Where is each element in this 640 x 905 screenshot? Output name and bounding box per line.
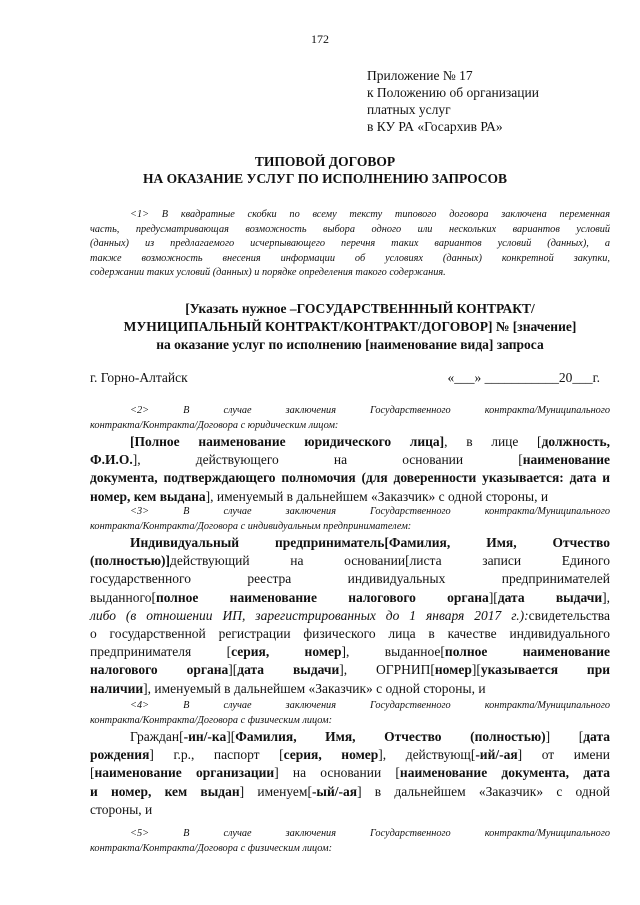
appendix-line: платных услуг <box>367 102 451 117</box>
para-line <box>90 589 610 607</box>
text-run: свидетельства <box>528 607 610 623</box>
text-run: дата выдачи <box>497 589 603 605</box>
text-run: Индивидуальный предприниматель[Фамилия, Имя, Отчество <box>130 535 610 550</box>
para-line <box>90 783 610 801</box>
note-line: контракта/Контракта/Договора с физическим лицом: <box>90 842 333 854</box>
text-run: ] в дальнейшем «Заказчик» с одной <box>357 783 610 799</box>
text-run: номер <box>434 662 472 678</box>
text-run: ][ <box>471 662 481 678</box>
text-run: о государственной регистрации физического лица в качестве индивидуального <box>90 625 610 641</box>
text-run: дата выдачи <box>237 662 340 678</box>
text-run: полное наименование <box>444 644 610 660</box>
text-run: -ый/-ая <box>311 783 358 799</box>
text-run: ] на основании [ <box>274 765 400 781</box>
para-line <box>90 746 610 764</box>
appendix-line: к Положению об организации <box>367 85 539 100</box>
note-line: контракта/Контракта/Договора с индивидуальным предпринимателем: <box>90 520 412 532</box>
note-line: контракта/Контракта/Договора с физическим лицом: <box>90 714 333 726</box>
para-line <box>90 570 610 588</box>
text-run: [Полное наименование юридического лица] <box>130 434 445 449</box>
note-line: <4> В случае заключения Государственного контракта/Муниципального <box>130 700 610 711</box>
para-line <box>90 433 610 451</box>
appendix-line: Приложение № 17 <box>367 68 473 83</box>
para-line <box>90 488 610 506</box>
text-run: Ф.И.О. <box>90 452 133 468</box>
text-run: ][ <box>228 662 238 678</box>
title-line: НА ОКАЗАНИЕ УСЛУГ ПО ИСПОЛНЕНИЮ ЗАПРОСОВ <box>142 171 508 186</box>
text-run: серия, номер <box>231 644 342 660</box>
text-run: наименование <box>522 452 610 468</box>
text-run: действующий на основании[листа записи Единого <box>170 553 610 569</box>
document-title <box>120 153 530 187</box>
para-line <box>90 680 610 698</box>
paragraph-individual <box>90 728 610 819</box>
text-run: подтверждающего полномочия (для доверенности указывается: дата и <box>163 470 611 486</box>
date-template: «___» ___________20___г. <box>447 370 600 385</box>
text-run: ], <box>602 589 610 605</box>
footnote-2 <box>90 404 610 433</box>
title-line: ТИПОВОЙ ДОГОВОР <box>254 154 396 169</box>
text-run: должность, <box>541 434 610 449</box>
appendix-block <box>367 67 539 135</box>
appendix-line: в КУ РА «Госархив РА» <box>367 119 503 134</box>
text-run: ], именуемый в дальнейшем «Заказчик» с одной стороны, и <box>143 680 486 696</box>
note-line: также возможность внесения информации об условиях (данных) конкретной закупки, <box>90 252 610 264</box>
text-run: либо (в отношении ИП, зарегистрированных до 1 января 2017 г.): <box>90 607 529 623</box>
text-run: [ <box>90 765 95 781</box>
text-run: (полностью)] <box>90 553 171 569</box>
contract-heading-line: [Указать нужное –ГОСУДАРСТВЕНННЫЙ КОНТРАКТ/ <box>185 301 535 316</box>
text-run: ] г.р., паспорт [ <box>149 747 284 763</box>
footnote-5 <box>90 827 610 856</box>
text-run: ], именуемый в дальнейшем «Заказчик» с одной стороны, и <box>205 488 549 504</box>
para-line <box>90 552 610 570</box>
text-run: дата <box>583 729 610 744</box>
note-line: контракта/Контракта/Договора с юридическим лицом: <box>90 419 339 431</box>
text-run: государственного реестра индивидуальных предпринимателей <box>90 571 610 587</box>
text-run: стороны, и <box>90 801 153 817</box>
contract-heading-line: МУНИЦИПАЛЬНЫЙ КОНТРАКТ/КОНТРАКТ/ДОГОВОР] № [значение] <box>123 319 577 334</box>
note-line: (данных) из предлагаемого исчерпывающего перечня таких вариантов условий (данных), а <box>90 238 610 249</box>
footnote-1 <box>90 208 610 281</box>
para-line <box>90 764 610 782</box>
text-run: серия, номер <box>283 747 379 763</box>
note-line: <3> В случае заключения Государственного контракта/Муниципального <box>130 506 610 517</box>
text-run: , в лице [ <box>444 434 542 449</box>
text-run: и номер, кем выдан <box>90 783 240 799</box>
note-line: <5> В случае заключения Государственного контракта/Муниципального <box>130 828 610 839</box>
text-run: ] именуем[ <box>239 783 312 799</box>
text-run: номер, кем выдана <box>90 488 206 504</box>
text-run: ], ОГРНИП[ <box>339 662 435 678</box>
text-run: Фамилия, Имя, Отчество (полностью) <box>235 729 546 744</box>
text-run: -ин/-ка <box>183 729 227 744</box>
para-line <box>90 728 610 746</box>
note-line: содержании таких условий (данных) и порядке определения такого содержания. <box>90 267 446 278</box>
footnote-4 <box>90 699 610 728</box>
text-run: указывается при <box>480 662 610 678</box>
paragraph-entrepreneur <box>90 534 610 698</box>
para-line <box>90 643 610 661</box>
para-line <box>90 469 610 487</box>
text-run: рождения <box>90 747 150 763</box>
para-line <box>90 625 610 643</box>
para-line <box>90 661 610 679</box>
contract-heading <box>90 300 610 354</box>
text-run: ][ <box>226 729 236 744</box>
text-run: ], выданное[ <box>341 644 445 660</box>
text-run: документа, <box>90 470 158 486</box>
text-run: ] [ <box>545 729 584 744</box>
page-number: 172 <box>311 32 329 46</box>
text-run: ], действующего на основании [ <box>132 452 523 468</box>
contract-heading-line: на оказание услуг по исполнению [наименование вида] запроса <box>156 337 544 352</box>
para-line <box>90 451 610 469</box>
text-run: предпринимателя [ <box>90 644 232 660</box>
city-date-line <box>90 370 610 388</box>
note-line: <1> В квадратные скобки по всему тексту типового договора заключена переменная <box>130 209 610 220</box>
text-run: -ий/-ая <box>475 747 518 763</box>
text-run: ] от имени <box>517 747 610 763</box>
text-run: выданного[ <box>90 589 156 605</box>
paragraph-legal-entity <box>90 433 610 506</box>
footnote-3 <box>90 505 610 534</box>
para-line <box>90 801 610 819</box>
para-line <box>90 607 610 625</box>
text-run: Граждан[ <box>130 729 184 744</box>
note-line: <2> В случае заключения Государственного контракта/Муниципального <box>130 405 610 416</box>
text-run: ], действующ[ <box>378 747 476 763</box>
text-run: наименование организации <box>94 765 275 781</box>
text-run: наличии <box>90 680 144 696</box>
note-line: часть, предусматривающая возможность выбора одного или нескольких вариантов условий <box>90 223 610 235</box>
text-run: полное наименование налогового органа <box>155 589 489 605</box>
text-run: налогового органа <box>90 662 229 678</box>
text-run: ][ <box>488 589 498 605</box>
text-run: наименование документа, дата <box>399 765 610 781</box>
para-line <box>90 534 610 552</box>
city-name: г. Горно-Алтайск <box>90 370 188 385</box>
